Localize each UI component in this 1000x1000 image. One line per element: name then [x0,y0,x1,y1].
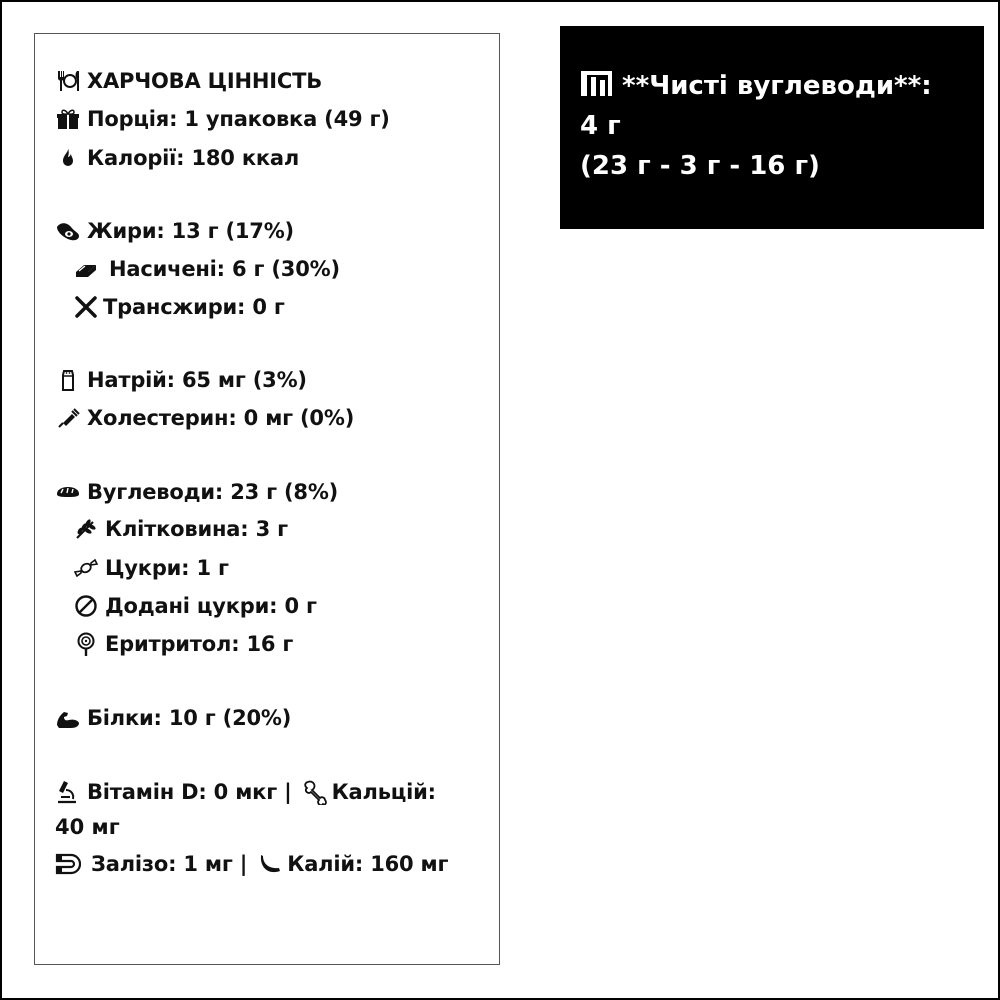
protein-row [55,705,291,731]
carbs-text: Вуглеводи: 23 г (8%) [87,480,339,504]
calcium-value-row [55,814,120,840]
calcium-label: Кальцій: [331,780,436,804]
sodium-text: Натрій: 65 мг (3%) [87,368,307,392]
bread-icon [55,479,81,505]
fat-text: Жири: 13 г (17%) [87,219,294,243]
lollipop-icon [73,631,99,657]
bar-chart-icon [580,69,614,97]
nutrition-panel [34,33,500,965]
trans-row [73,294,285,320]
plate-cutlery-icon [55,68,81,94]
added-sugars-row [73,593,317,619]
serving-text: Порція: 1 упаковка (49 г) [87,107,390,131]
calories-text: Калорії: 180 ккал [87,146,300,170]
added-sugars-text: Додані цукри: 0 г [105,594,317,618]
vitamin-calcium-row [55,779,436,805]
salt-shaker-icon [55,367,81,393]
net-carbs-value: 4 г [580,111,621,141]
net-carbs-formula: (23 г - 3 г - 16 г) [580,151,820,181]
candy-icon [73,555,99,581]
serving-row [55,106,390,132]
microscope-icon [55,779,81,805]
fiber-text: Клітковина: 3 г [105,517,288,541]
bone-icon [302,779,328,805]
sugars-row [73,555,229,581]
fiber-row [73,516,288,542]
nutrition-title-row [55,68,322,94]
avocado-icon [55,218,81,244]
sugars-text: Цукри: 1 г [105,556,229,580]
potassium-text: Калій: 160 мг [287,852,449,876]
cholesterol-text: Холестерин: 0 мг (0%) [87,406,355,430]
net-carbs-line-1 [580,66,984,106]
muscle-icon [55,705,81,731]
butter-icon [73,256,99,282]
gift-box-icon [55,106,81,132]
calcium-value: 40 мг [55,815,120,839]
wheat-icon [73,516,99,542]
sodium-row [55,367,307,393]
saturated-text: Насичені: 6 г (30%) [109,257,340,281]
magnet-icon [55,851,81,877]
protein-text: Білки: 10 г (20%) [87,706,292,730]
iron-potassium-row [55,851,448,877]
cholesterol-row [55,405,354,431]
nutrition-title: ХАРЧОВА ЦІННІСТЬ [87,69,323,93]
flame-icon [55,145,81,171]
erythritol-row [73,631,293,657]
trans-text: Трансжири: 0 г [103,295,285,319]
saturated-row [73,256,340,282]
iron-text: Залізо: 1 мг | [91,852,248,876]
erythritol-text: Еритритол: 16 г [105,632,294,656]
vitamin-d-text: Вітамін D: 0 мкг | [87,780,292,804]
prohibited-icon [73,593,99,619]
carbs-row [55,479,338,505]
net-carbs-box [560,26,984,229]
cross-icon [73,294,99,320]
fat-row [55,218,294,244]
calories-row [55,145,299,171]
net-carbs-heading: **Чисті вуглеводи**: [622,71,932,101]
syringe-icon [55,405,81,431]
banana-icon [257,851,283,877]
